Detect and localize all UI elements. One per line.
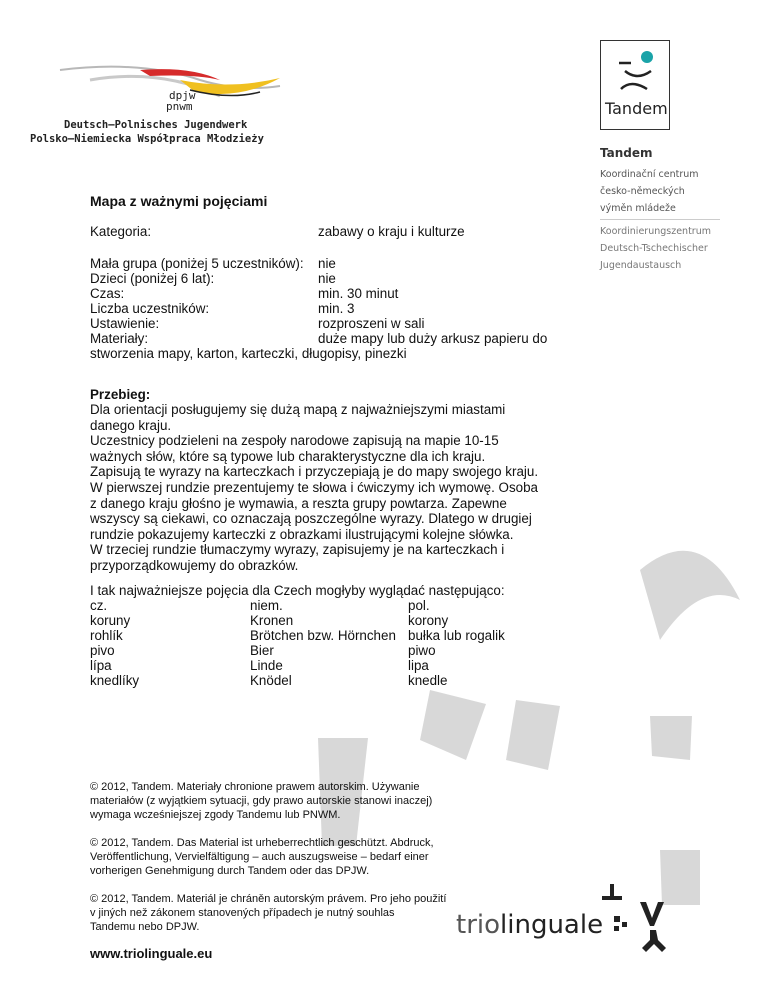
vocab-cell: niem. bbox=[250, 598, 283, 613]
sidebar-divider bbox=[600, 219, 720, 220]
copyright-line: © 2012, Tandem. Materiały chronione prawem autorskim. Używanie bbox=[90, 781, 420, 793]
tandem-figure-icon bbox=[601, 41, 669, 101]
info-label: Dzieci (poniżej 6 lat): bbox=[90, 271, 215, 286]
dpjw-abbr-2: pnwm bbox=[166, 100, 193, 113]
triolinguale-linguale: linguale bbox=[500, 910, 604, 940]
tandem-logo bbox=[600, 40, 670, 130]
info-value: min. 3 bbox=[318, 301, 355, 316]
procedure-line: z danego kraju głośno je wymawia, a reszta grupy powtarza. Zapewne bbox=[90, 495, 507, 511]
sidebar-title: Tandem bbox=[600, 146, 653, 160]
copyright-de bbox=[90, 836, 434, 878]
vocab-cell: lipa bbox=[408, 658, 429, 673]
procedure-line: ważnych słów, które są typowe lub charakterystyczne dla ich kraju. bbox=[90, 448, 486, 464]
category-value: zabawy o kraju i kulturze bbox=[318, 224, 465, 239]
info-value: duże mapy lub duży arkusz papieru do bbox=[318, 331, 548, 346]
dpjw-name-de: Deutsch–Polnisches Jugendwerk bbox=[64, 119, 248, 131]
copyright-line: © 2012, Tandem. Das Material ist urheberrechtlich geschützt. Abdruck, bbox=[90, 837, 434, 849]
copyright-line: vorherigen Genehmigung durch Tandem oder das DPJW. bbox=[90, 865, 370, 877]
info-label: Czas: bbox=[90, 286, 125, 301]
vocab-cell: pivo bbox=[90, 643, 115, 658]
copyright-line: Tandemu nebo DPJW. bbox=[90, 921, 200, 933]
example-intro: I tak najważniejsze pojęcia dla Czech mogłyby wyglądać następująco: bbox=[90, 583, 505, 598]
procedure-line: Uczestnicy podzieleni na zespoły narodowe zapisują na mapie 10-15 bbox=[90, 433, 499, 449]
procedure-line: przyporządkowujemy do obrazków. bbox=[90, 557, 299, 573]
vocab-cell: lípa bbox=[90, 658, 112, 673]
info-label: Ustawienie: bbox=[90, 316, 160, 331]
info-label: Liczba uczestników: bbox=[90, 301, 210, 316]
vocab-cell: knedlíky bbox=[90, 673, 140, 688]
materials-continued: stworzenia mapy, karton, karteczki, długopisy, pinezki bbox=[90, 346, 407, 361]
vocab-cell: koruny bbox=[90, 613, 131, 628]
triolinguale-symbol-icon bbox=[596, 878, 686, 956]
vocab-cell: rohlík bbox=[90, 628, 123, 643]
info-value: min. 30 minut bbox=[318, 286, 399, 301]
vocab-cell: Bier bbox=[250, 643, 274, 658]
copyright-pl bbox=[90, 780, 432, 822]
procedure-line: W pierwszej rundzie prezentujemy te słowa i ćwiczymy ich wymowę. Osoba bbox=[90, 479, 538, 495]
category-label: Kategoria: bbox=[90, 224, 152, 239]
info-value: nie bbox=[318, 256, 336, 271]
dpjw-abbr bbox=[163, 90, 196, 112]
procedure-line: W trzeciej rundzie tłumaczymy wyrazy, zapisujemy je na karteczkach i bbox=[90, 542, 505, 558]
dpjw-logo bbox=[30, 40, 300, 150]
procedure-line: Zapisują te wyrazy na karteczkach i przyczepiają je do mapy swojego kraju. bbox=[90, 464, 539, 480]
vocab-cell: bułka lub rogalik bbox=[408, 628, 505, 643]
sidebar-de-2: Deutsch-Tschechischer bbox=[600, 243, 708, 254]
vocab-cell: pol. bbox=[408, 598, 430, 613]
info-value: rozproszeni w sali bbox=[318, 316, 425, 331]
sidebar-de-3: Jugendaustausch bbox=[600, 260, 682, 271]
copyright-line: wymaga wcześniejszej zgody Tandemu lub PNWM. bbox=[90, 809, 341, 821]
vocab-cell: Brötchen bzw. Hörnchen bbox=[250, 628, 396, 643]
sidebar-cz-1: Koordinační centrum bbox=[600, 169, 699, 180]
procedure-heading: Przebieg: bbox=[90, 387, 151, 402]
vocab-cell: Kronen bbox=[250, 613, 294, 628]
copyright-line: materiałów (z wyjątkiem sytuacji, gdy prawo autorskie stanowi inaczej) bbox=[90, 795, 433, 807]
procedure-text bbox=[90, 402, 538, 574]
procedure-line: danego kraju. bbox=[90, 417, 172, 433]
sidebar-tandem-info bbox=[600, 146, 760, 274]
vocab-cell: piwo bbox=[408, 643, 436, 658]
sidebar-de-1: Koordinierungszentrum bbox=[600, 226, 711, 237]
copyright-line: Veröffentlichung, Vervielfältigung – auch auszugsweise – bedarf einer bbox=[90, 851, 429, 863]
procedure-line: Dla orientacji posługujemy się dużą mapą z najważniejszymi miastami bbox=[90, 402, 506, 417]
dpjw-name-pl: Polsko–Niemiecka Współpraca Młodzieży bbox=[30, 133, 264, 145]
website-link[interactable]: www.triolinguale.eu bbox=[90, 946, 213, 961]
vocab-cell: knedle bbox=[408, 673, 448, 688]
vocab-cell: cz. bbox=[90, 598, 108, 613]
info-value: nie bbox=[318, 271, 336, 286]
vocab-cell: Linde bbox=[250, 658, 283, 673]
dpjw-abbr-1: dpjw bbox=[169, 89, 196, 102]
info-label: Materiały: bbox=[90, 331, 149, 346]
copyright-line: v jiných než zákonem stanovených případech je nutný souhlas bbox=[90, 907, 395, 919]
copyright-cz bbox=[90, 892, 446, 934]
info-label: Mała grupa (poniżej 5 uczestników): bbox=[90, 256, 304, 271]
sidebar-cz-3: výměn mládeže bbox=[600, 203, 676, 214]
vocab-cell: Knödel bbox=[250, 673, 292, 688]
vocab-cell: korony bbox=[408, 613, 449, 628]
procedure-line: rundzie pokazujemy karteczki z obrazkami ilustrującymi kolejne słówka. bbox=[90, 526, 514, 542]
tandem-wordmark: Tandem bbox=[605, 99, 668, 118]
procedure-line: wszyscy są ciekawi, co oznaczają poszczególne wyrazy. Dlatego w drugiej bbox=[90, 511, 532, 527]
page-title: Mapa z ważnymi pojęciami bbox=[90, 193, 268, 209]
triolinguale-logo bbox=[456, 910, 603, 940]
sidebar-cz-2: česko-německých bbox=[600, 186, 685, 197]
copyright-line: © 2012, Tandem. Materiál je chráněn autorským právem. Pro jeho použití bbox=[90, 893, 447, 905]
triolinguale-trio: trio bbox=[456, 910, 501, 940]
